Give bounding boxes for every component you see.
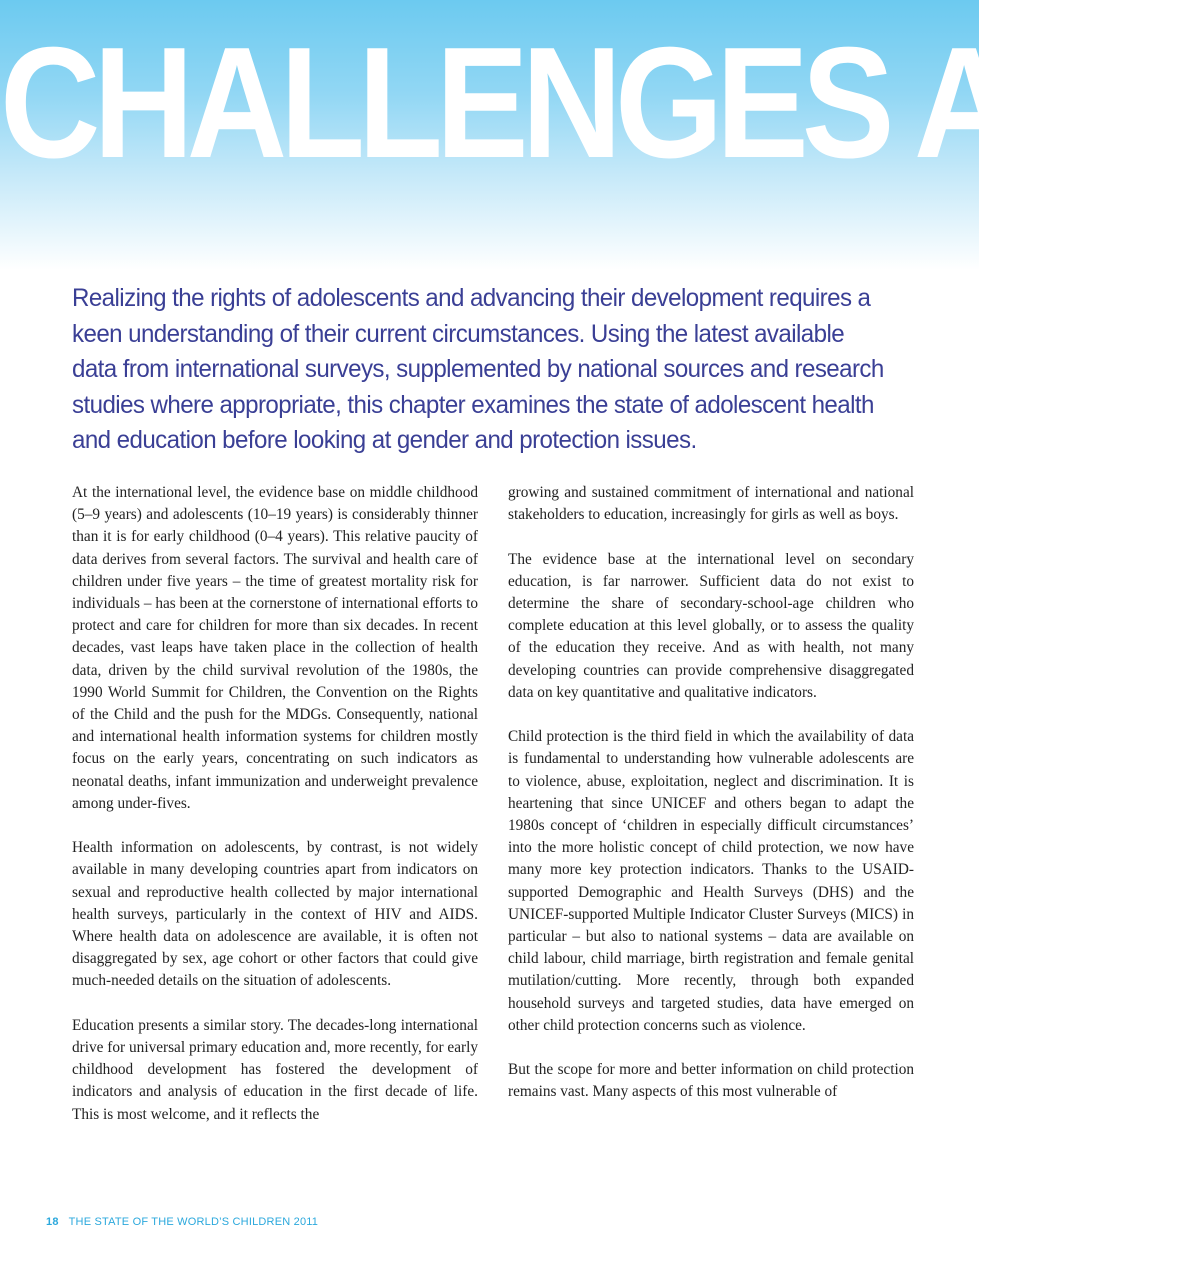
page-number: 18 (46, 1216, 59, 1228)
chapter-title: CHALLENGES AND (0, 15, 1194, 191)
body-paragraph: The evidence base at the international level on secondary education, is far narrower. Sufficient data do not exist to determine the share of secondary-school-age children who complete education at this level globally, or to assess the quality of the education they receive. And as with health, not many developing countries can provide comprehensive disaggregated data on key quantitative and qualitative indicators. (508, 550, 914, 701)
intro-paragraph: Realizing the rights of adolescents and advancing their development requires a keen understanding of their current circumstances. Using the latest available data from international surveys, supplemented by national sources and research studies where appropriate, this chapter examines the state of adolescent health and education before looking at gender and protection issues. (72, 284, 884, 454)
body-paragraph: Education presents a similar story. The decades-long international drive for universal primary education and, more recently, for early childhood development has fostered the development of indicators and analysis of education in the first decade of life. This is most welcome, and it reflects the (72, 1016, 478, 1123)
body-paragraph: But the scope for more and better information on child protection remains vast. Many aspects of this most vulnerable of (508, 1061, 914, 1101)
body-paragraph: At the international level, the evidence base on middle childhood (5–9 years) and adolescents (10–19 years) is considerably thinner than it is for early childhood (0–4 years). This relative paucity of data derives from several factors. The survival and health care of children under five years – the time of greatest mortality risk for individuals – has been at the cornerstone of international efforts to protect and care for children for more than six decades. In recent decades, vast leaps have taken place in the collection of health data, driven by the child survival revolution of the 1980s, the 1990 World Summit for Children, the Convention on the Rights of the Child and the push for the MDGs. Consequently, national and international health information systems for children mostly focus on the early years, concentrating on such indicators as neonatal deaths, infant immunization and underweight prevalence among under-fives. (72, 484, 478, 812)
header-banner (0, 0, 1194, 270)
publication-title: THE STATE OF THE WORLD’S CHILDREN 2011 (68, 1216, 319, 1228)
page-footer (46, 1216, 318, 1228)
right-column (508, 482, 914, 1126)
left-column (72, 482, 478, 1148)
body-paragraph: growing and sustained commitment of international and national stakeholders to education, increasingly for girls as well as boys. (508, 484, 914, 524)
body-paragraph: Health information on adolescents, by contrast, is not widely available in many developing countries apart from indicators on sexual and reproductive health collected by major international health surveys, particularly in the context of HIV and AIDS. Where health data on adolescence are available, it is often not disaggregated by sex, age cohort or other factors that could give much-needed details on the situation of adolescents. (72, 839, 478, 990)
body-paragraph: Child protection is the third field in which the availability of data is fundamental to understanding how vulnerable adolescents are to violence, abuse, exploitation, neglect and discrimination. It is heartening that since UNICEF and others began to adapt the 1980s concept of ‘children in especially difficult circumstances’ into the more holistic concept of child protection, we now have many more key protection indicators. Thanks to the USAID-supported Demographic and Health Surveys (DHS) and the UNICEF-supported Multiple Indicator Cluster Surveys (MICS) in particular – but also to national systems – data are available on child labour, child marriage, birth registration and female genital mutilation/cutting. More recently, through both expanded household surveys and targeted studies, data have emerged on other child protection concerns such as violence. (508, 728, 914, 1034)
